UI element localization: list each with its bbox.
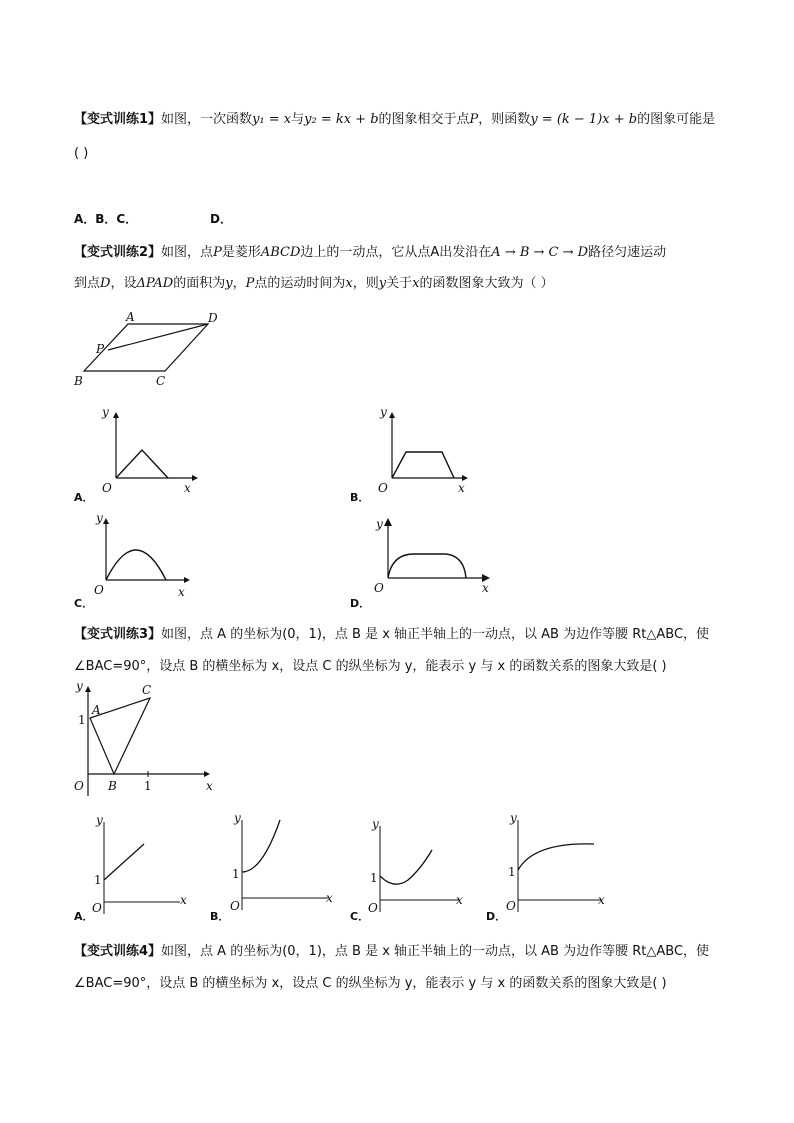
q3-tag: 【变式训练3】 [74, 627, 162, 642]
q3-option-a-label: A． [74, 910, 94, 923]
origin-label: O [230, 899, 240, 913]
q1-text1: 如图，一次函数 [161, 112, 253, 127]
one-label: 1 [370, 871, 378, 885]
q1-text5: 的图象可能是 [637, 112, 716, 127]
q3-graph-b [228, 810, 332, 914]
q2-l2h: 的函数图象大致为（ ） [419, 276, 554, 291]
x-arrow [204, 771, 210, 777]
q1-point-p: P [469, 112, 479, 127]
label-c: C [142, 683, 152, 697]
q2-d: D [100, 276, 111, 291]
label-b: B [74, 374, 83, 388]
q2-option-d-label: D． [350, 597, 371, 610]
q2-graph-d [368, 512, 498, 602]
q2-option-b-label: B． [350, 491, 370, 504]
q3-option-b-label: B． [210, 910, 230, 923]
label-a: A [92, 703, 101, 717]
q2-y2: y [378, 276, 387, 291]
q2-tri: ΔPAD [136, 276, 174, 291]
x-label: x [184, 481, 191, 495]
q2-p2: P [245, 276, 255, 291]
origin-label: O [378, 481, 388, 495]
y-label: y [372, 817, 379, 831]
q2-text4: 路径匀速运动 [588, 245, 667, 260]
x-label: x [458, 481, 465, 495]
graph-curve [104, 844, 144, 880]
x-label: x [178, 585, 185, 599]
y-arrow [384, 518, 392, 526]
q3-graph-a [88, 814, 188, 918]
y-label: y [96, 511, 103, 525]
q1-line1 [74, 108, 715, 127]
q2-option-a-label: A． [74, 491, 94, 504]
label-a: A [126, 310, 135, 324]
q2-line1 [74, 241, 666, 260]
q1-eq-y: y = (k − 1)x + b [530, 112, 638, 127]
q2-tag: 【变式训练2】 [74, 245, 162, 260]
q3-option-d-label: D． [486, 910, 507, 923]
q2-l2g: 关于 [386, 276, 413, 291]
q1-text3: 的图象相交于点 [378, 112, 470, 127]
label-p: P [96, 342, 105, 356]
origin-label: O [368, 901, 378, 915]
y-arrow [85, 686, 91, 692]
y-label: y [510, 811, 517, 825]
q1-options: A．B．C． [74, 212, 138, 226]
x-arrow [184, 577, 190, 583]
origin-label: O [102, 481, 112, 495]
q2-l2c: 的面积为 [173, 276, 226, 291]
q4-tag: 【变式训练4】 [74, 944, 162, 959]
q2-l2d: ， [232, 276, 246, 291]
q2-l2b: ，设 [110, 276, 137, 291]
q2-text1: 如图，点 [161, 245, 214, 260]
q1-text4: ，则函数 [478, 112, 531, 127]
y-label: y [376, 517, 383, 531]
q2-x: x [345, 276, 353, 291]
q1-eq-y1: y₁ = x [252, 112, 292, 127]
label-c: C [156, 374, 166, 388]
y-arrow [103, 518, 109, 524]
y-label: y [102, 405, 109, 419]
q3-option-c-label: C． [350, 910, 370, 923]
y-label: y [380, 405, 387, 419]
q2-abcd: ABCD [260, 245, 301, 260]
q3-main-figure [70, 678, 220, 798]
q1-text2: 与 [291, 112, 305, 127]
q2-path: A → B → C → D [491, 245, 589, 260]
origin-label: O [74, 779, 84, 793]
q2-rhombus-figure [68, 308, 228, 388]
q3-line1 [74, 623, 709, 642]
y-label: y [96, 813, 103, 827]
one-label: 1 [232, 867, 240, 881]
q1-eq-y2: y₂ = kx + b [304, 112, 379, 127]
x-label: x [180, 893, 187, 907]
graph-curve [380, 850, 432, 884]
x-label: x [482, 581, 489, 595]
y-arrow [113, 412, 119, 418]
q2-l2a: 到点 [74, 276, 101, 291]
origin-label: O [94, 583, 104, 597]
label-b: B [108, 779, 117, 793]
q2-line2 [74, 272, 554, 291]
x-label: x [206, 779, 213, 793]
x-arrow [192, 475, 198, 481]
q2-graph-b [372, 406, 482, 496]
graph-curve [242, 820, 280, 872]
q1-tag: 【变式训练1】 [74, 112, 162, 127]
q4-line2: ∠BAC=90°，设点 B 的横坐标为 x，设点 C 的纵坐标为 y，能表示 y 与 x 的函数关系的图象大致是( ) [74, 976, 667, 991]
origin-label: O [374, 581, 384, 595]
y-label: y [234, 811, 241, 825]
y-arrow [389, 412, 395, 418]
label-one-x: 1 [144, 779, 152, 793]
q2-y: y [225, 276, 233, 291]
q2-l2e: 点的运动时间为 [254, 276, 346, 291]
q2-text2: 是菱形 [221, 245, 261, 260]
x-label: x [326, 891, 333, 905]
q3-graph-c [366, 818, 470, 922]
q2-graph-a [96, 406, 206, 496]
label-one-y: 1 [78, 713, 86, 727]
origin-label: O [506, 899, 516, 913]
q3-text1: 如图，点 A 的坐标为(0，1)，点 B 是 x 轴正半轴上的一动点，以 AB 为边作等腰 Rt△ABC，使 [161, 627, 710, 642]
q4-text1: 如图，点 A 的坐标为(0，1)，点 B 是 x 轴正半轴上的一动点，以 AB 为边作等腰 Rt△ABC，使 [161, 944, 710, 959]
graph-curve [518, 844, 594, 870]
q1-answer-paren: ( ) [74, 146, 89, 161]
q4-line1 [74, 940, 709, 959]
graph-curve [116, 450, 168, 478]
q2-x2: x [412, 276, 420, 291]
label-d: D [208, 311, 218, 325]
x-label: x [598, 893, 605, 907]
q2-text3: 边上的一动点，它从点A出发沿在 [300, 245, 492, 260]
graph-curve [388, 554, 466, 578]
y-label: y [76, 679, 83, 693]
q1-option-d: D． [210, 212, 232, 226]
q2-point-p: P [213, 245, 222, 260]
x-label: x [456, 893, 463, 907]
q3-line2: ∠BAC=90°，设点 B 的横坐标为 x，设点 C 的纵坐标为 y，能表示 y 与 x 的函数关系的图象大致是( ) [74, 659, 667, 674]
q3-graph-d [504, 812, 608, 916]
q2-graph-c [92, 512, 202, 602]
one-label: 1 [94, 873, 102, 887]
one-label: 1 [508, 865, 516, 879]
q2-option-c-label: C． [74, 597, 94, 610]
segment-pd [108, 324, 208, 350]
origin-label: O [92, 901, 102, 915]
graph-curve [392, 452, 454, 478]
graph-curve [106, 550, 166, 580]
q2-l2f: ，则 [352, 276, 379, 291]
